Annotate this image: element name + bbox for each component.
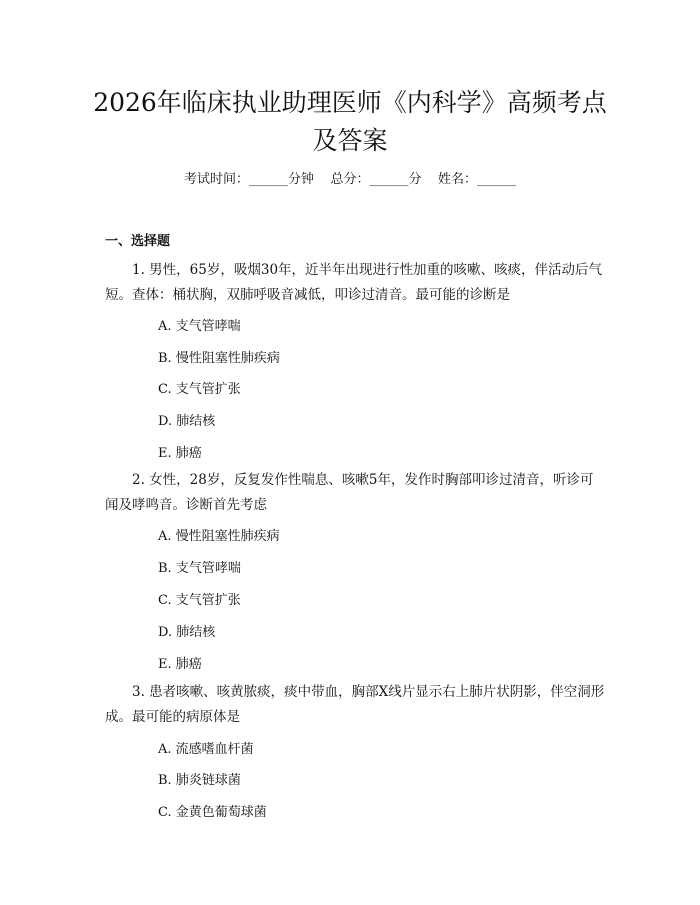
option: D. 肺结核 — [158, 414, 216, 429]
option: E. 肺癌 — [158, 657, 202, 672]
exam-info-line: 考试时间：______分钟 总分：______分 姓名：______ — [183, 172, 517, 187]
option: D. 肺结核 — [158, 625, 216, 640]
option: C. 支气管扩张 — [158, 382, 241, 397]
option: B. 慢性阻塞性肺疾病 — [158, 351, 280, 366]
question-3: 3. 患者咳嗽、咳黄脓痰，痰中带血，胸部X线片显示右上肺片状阴影，伴空洞形成。最可能的病原体是 — [105, 684, 605, 725]
option: E. 肺癌 — [158, 446, 202, 461]
question-2: 2. 女性，28岁，反复发作性喘息、咳嗽5年，发作时胸部叩诊过清音，听诊可闻及哮鸣音。诊断首先考虑 — [105, 472, 594, 513]
option: C. 支气管扩张 — [158, 593, 241, 608]
option: A. 支气管哮喘 — [158, 319, 241, 334]
document-title: 2026年临床执业助理医师《内科学》高频考点及答案 — [93, 88, 607, 155]
option: B. 肺炎链球菌 — [158, 773, 241, 788]
option: A. 慢性阻塞性肺疾病 — [158, 529, 280, 544]
option: A. 流感嗜血杆菌 — [158, 742, 254, 757]
question-1: 1. 男性，65岁，吸烟30年，近半年出现进行性加重的咳嗽、咳痰，伴活动后气短。查体：桶状胸，双肺呼吸音减低，叩诊过清音。最可能的诊断是 — [105, 262, 603, 303]
section-heading: 一、选择题 — [105, 234, 171, 249]
option: C. 金黄色葡萄球菌 — [158, 805, 267, 820]
option: B. 支气管哮喘 — [158, 561, 241, 576]
